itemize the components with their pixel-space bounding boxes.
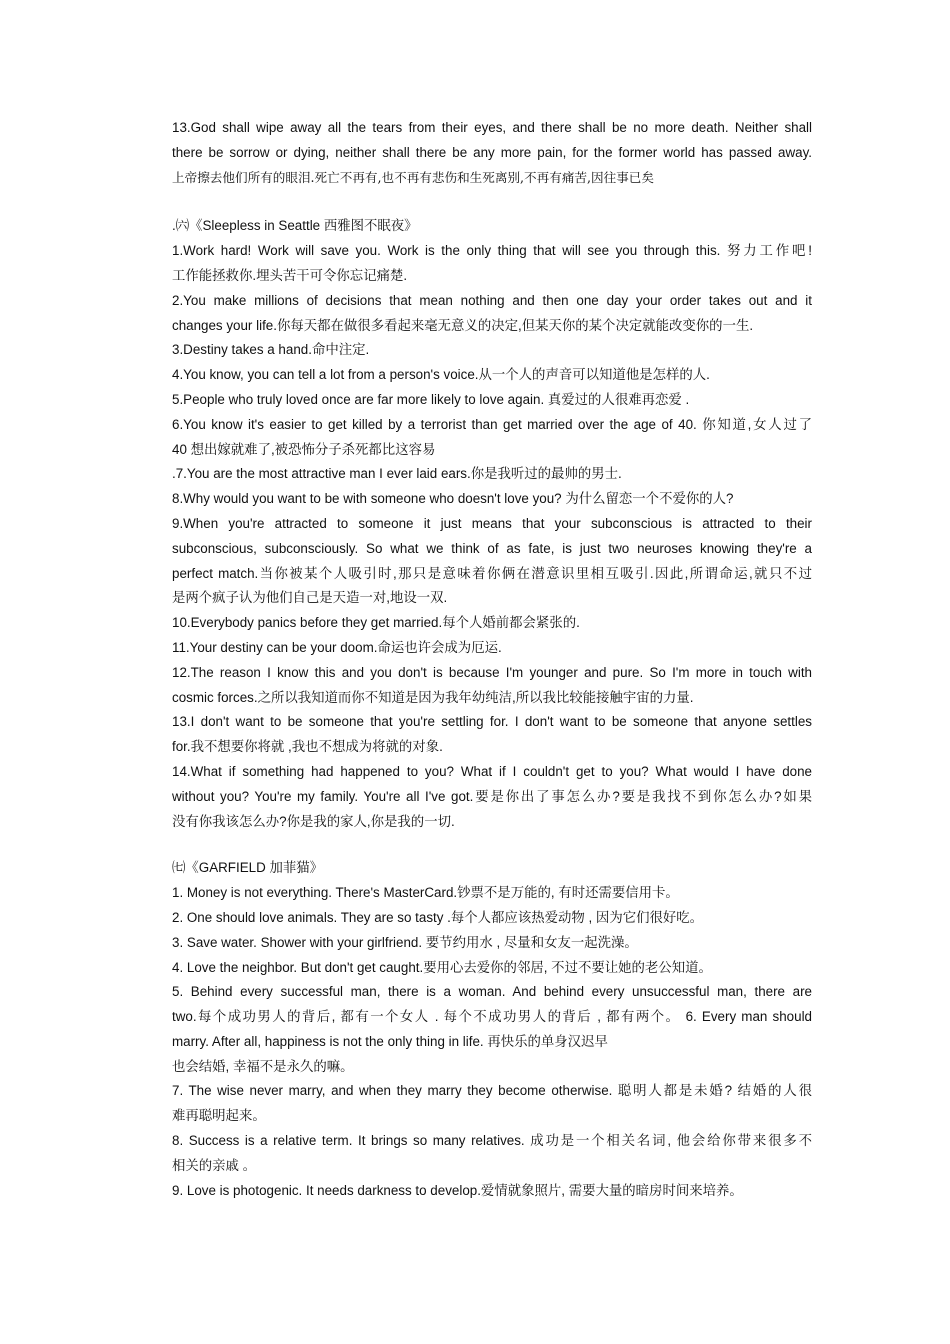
text-line: 1. Money is not everything. There's MasterCard.钞票不是万能的, 有时还需要信用卡。 <box>172 885 679 901</box>
text-line: 13.I don't want to be someone that you're settling for. I don't want to be someone that anyone settles <box>172 714 812 730</box>
text-line: 难再聪明起来。 <box>172 1108 266 1124</box>
text-line: 8. Success is a relative term. It brings so many relatives. 成功是一个相关名词, 他会给你带来很多不 <box>172 1133 812 1149</box>
text-line: 3. Save water. Shower with your girlfriend. 要节约用水 , 尽量和女友一起洗澡。 <box>172 934 638 950</box>
text-line: 13.God shall wipe away all the tears from their eyes, and there shall be no more death. Neither shall <box>172 120 812 135</box>
text-line: 9. Love is photogenic. It needs darkness to develop.爱情就象照片, 需要大量的暗房时间来培养。 <box>172 1182 743 1198</box>
text-line: cosmic forces.之所以我知道而你不知道是因为我年幼纯洁,所以我比较能接触宇宙的力量. <box>172 689 694 705</box>
spacer <box>172 190 812 214</box>
section-lines <box>172 239 812 834</box>
document-page <box>172 116 812 1203</box>
text-line: 9.When you're attracted to someone it just means that your subconscious is attracted to their <box>172 515 812 531</box>
text-line: 上帝擦去他们所有的眼泪.死亡不再有,也不再有悲伤和生死离别,不再有痛苦,因往事已矣 <box>172 169 654 185</box>
text-line: 11.Your destiny can be your doom.命运也许会成为厄运. <box>172 639 502 655</box>
text-line: .7.You are the most attractive man I ever laid ears.你是我听过的最帅的男士. <box>172 466 622 482</box>
text-line: 工作能拯救你.埋头苦干可令你忘记痛楚. <box>172 267 408 283</box>
text-line: 6.You know it's easier to get killed by a terrorist than get married over the age of 40. 你知道,女人过了 <box>172 416 812 432</box>
text-line: 4.You know, you can tell a lot from a person's voice.从一个人的声音可以知道他是怎样的人. <box>172 367 710 383</box>
text-line: 相关的亲戚 。 <box>172 1157 257 1173</box>
text-line: 5. Behind every successful man, there is a woman. And behind every unsuccessful man, there are <box>172 984 812 1000</box>
text-line: 是两个疯子认为他们自己是天造一对,地设一双. <box>172 590 448 606</box>
text-line: 12.The reason I know this and you don't is because I'm younger and pure. So I'm more in touch with <box>172 664 812 680</box>
section-heading: .㈥《Sleepless in Seattle 西雅图不眠夜》 <box>172 218 418 234</box>
text-line: 7. The wise never marry, and when they marry they become otherwise. 聪明人都是未婚? 结婚的人很 <box>172 1083 812 1099</box>
text-line: 10.Everybody panics before they get married.每个人婚前都会紧张的. <box>172 615 580 631</box>
section-heading: ㈦《GARFIELD 加菲猫》 <box>172 860 324 876</box>
text-line: 3.Destiny takes a hand.命中注定. <box>172 342 370 358</box>
text-line: two.每个成功男人的背后, 都有一个女人 . 每个不成功男人的背后 , 都有两个。 6. Every man should <box>172 1009 812 1025</box>
section-garfield <box>172 856 812 1203</box>
text-line: subconscious, subconsciously. So what we think of as fate, is just two neuroses knowing they're a <box>172 540 812 556</box>
text-line: 没有你我该怎么办?你是我的家人,你是我的一切. <box>172 813 455 829</box>
text-line: 40 想出嫁就难了,被恐怖分子杀死都比这容易 <box>172 441 436 457</box>
section-lines <box>172 881 812 1203</box>
text-line: 8.Why would you want to be with someone who doesn't love you? 为什么留恋一个不爱你的人? <box>172 491 734 507</box>
section-sleepless-in-seattle <box>172 214 812 834</box>
text-line: 4. Love the neighbor. But don't get caught.要用心去爱你的邻居, 不过不要让她的老公知道。 <box>172 959 712 975</box>
text-line: 1.Work hard! Work will save you. Work is the only thing that will see you through this. 努力工作吧! <box>172 243 812 259</box>
text-line: 也会结婚, 幸福不是永久的嘛。 <box>172 1058 354 1074</box>
text-line: without you? You're my family. You're all I've got.要是你出了事怎么办?要是我找不到你怎么办?如果 <box>172 788 812 804</box>
text-line: 2.You make millions of decisions that mean nothing and then one day your order takes out and it <box>172 292 812 308</box>
text-line: marry. After all, happiness is not the only thing in life. 再快乐的单身汉迟早 <box>172 1033 608 1049</box>
text-line: changes your life.你每天都在做很多看起来毫无意义的决定,但某天你的某个决定就能改变你的一生. <box>172 317 754 333</box>
text-line: 5.People who truly loved once are far more likely to love again. 真爱过的人很难再恋爱 . <box>172 391 690 407</box>
quote-block-13 <box>172 116 812 190</box>
text-line: for.我不想要你将就 ,我也不想成为将就的对象. <box>172 739 443 755</box>
text-line: 2. One should love animals. They are so tasty .每个人都应该热爱动物 , 因为它们很好吃。 <box>172 909 704 925</box>
text-line: there be sorrow or dying, neither shall there be any more pain, for the former world has passed away. <box>172 144 812 160</box>
spacer <box>172 834 812 856</box>
text-line: 14.What if something had happened to you? What if I couldn't get to you? What would I have done <box>172 763 812 779</box>
text-line: perfect match.当你被某个人吸引时,那只是意味着你俩在潜意识里相互吸引.因此,所谓命运,就只不过 <box>172 565 812 581</box>
